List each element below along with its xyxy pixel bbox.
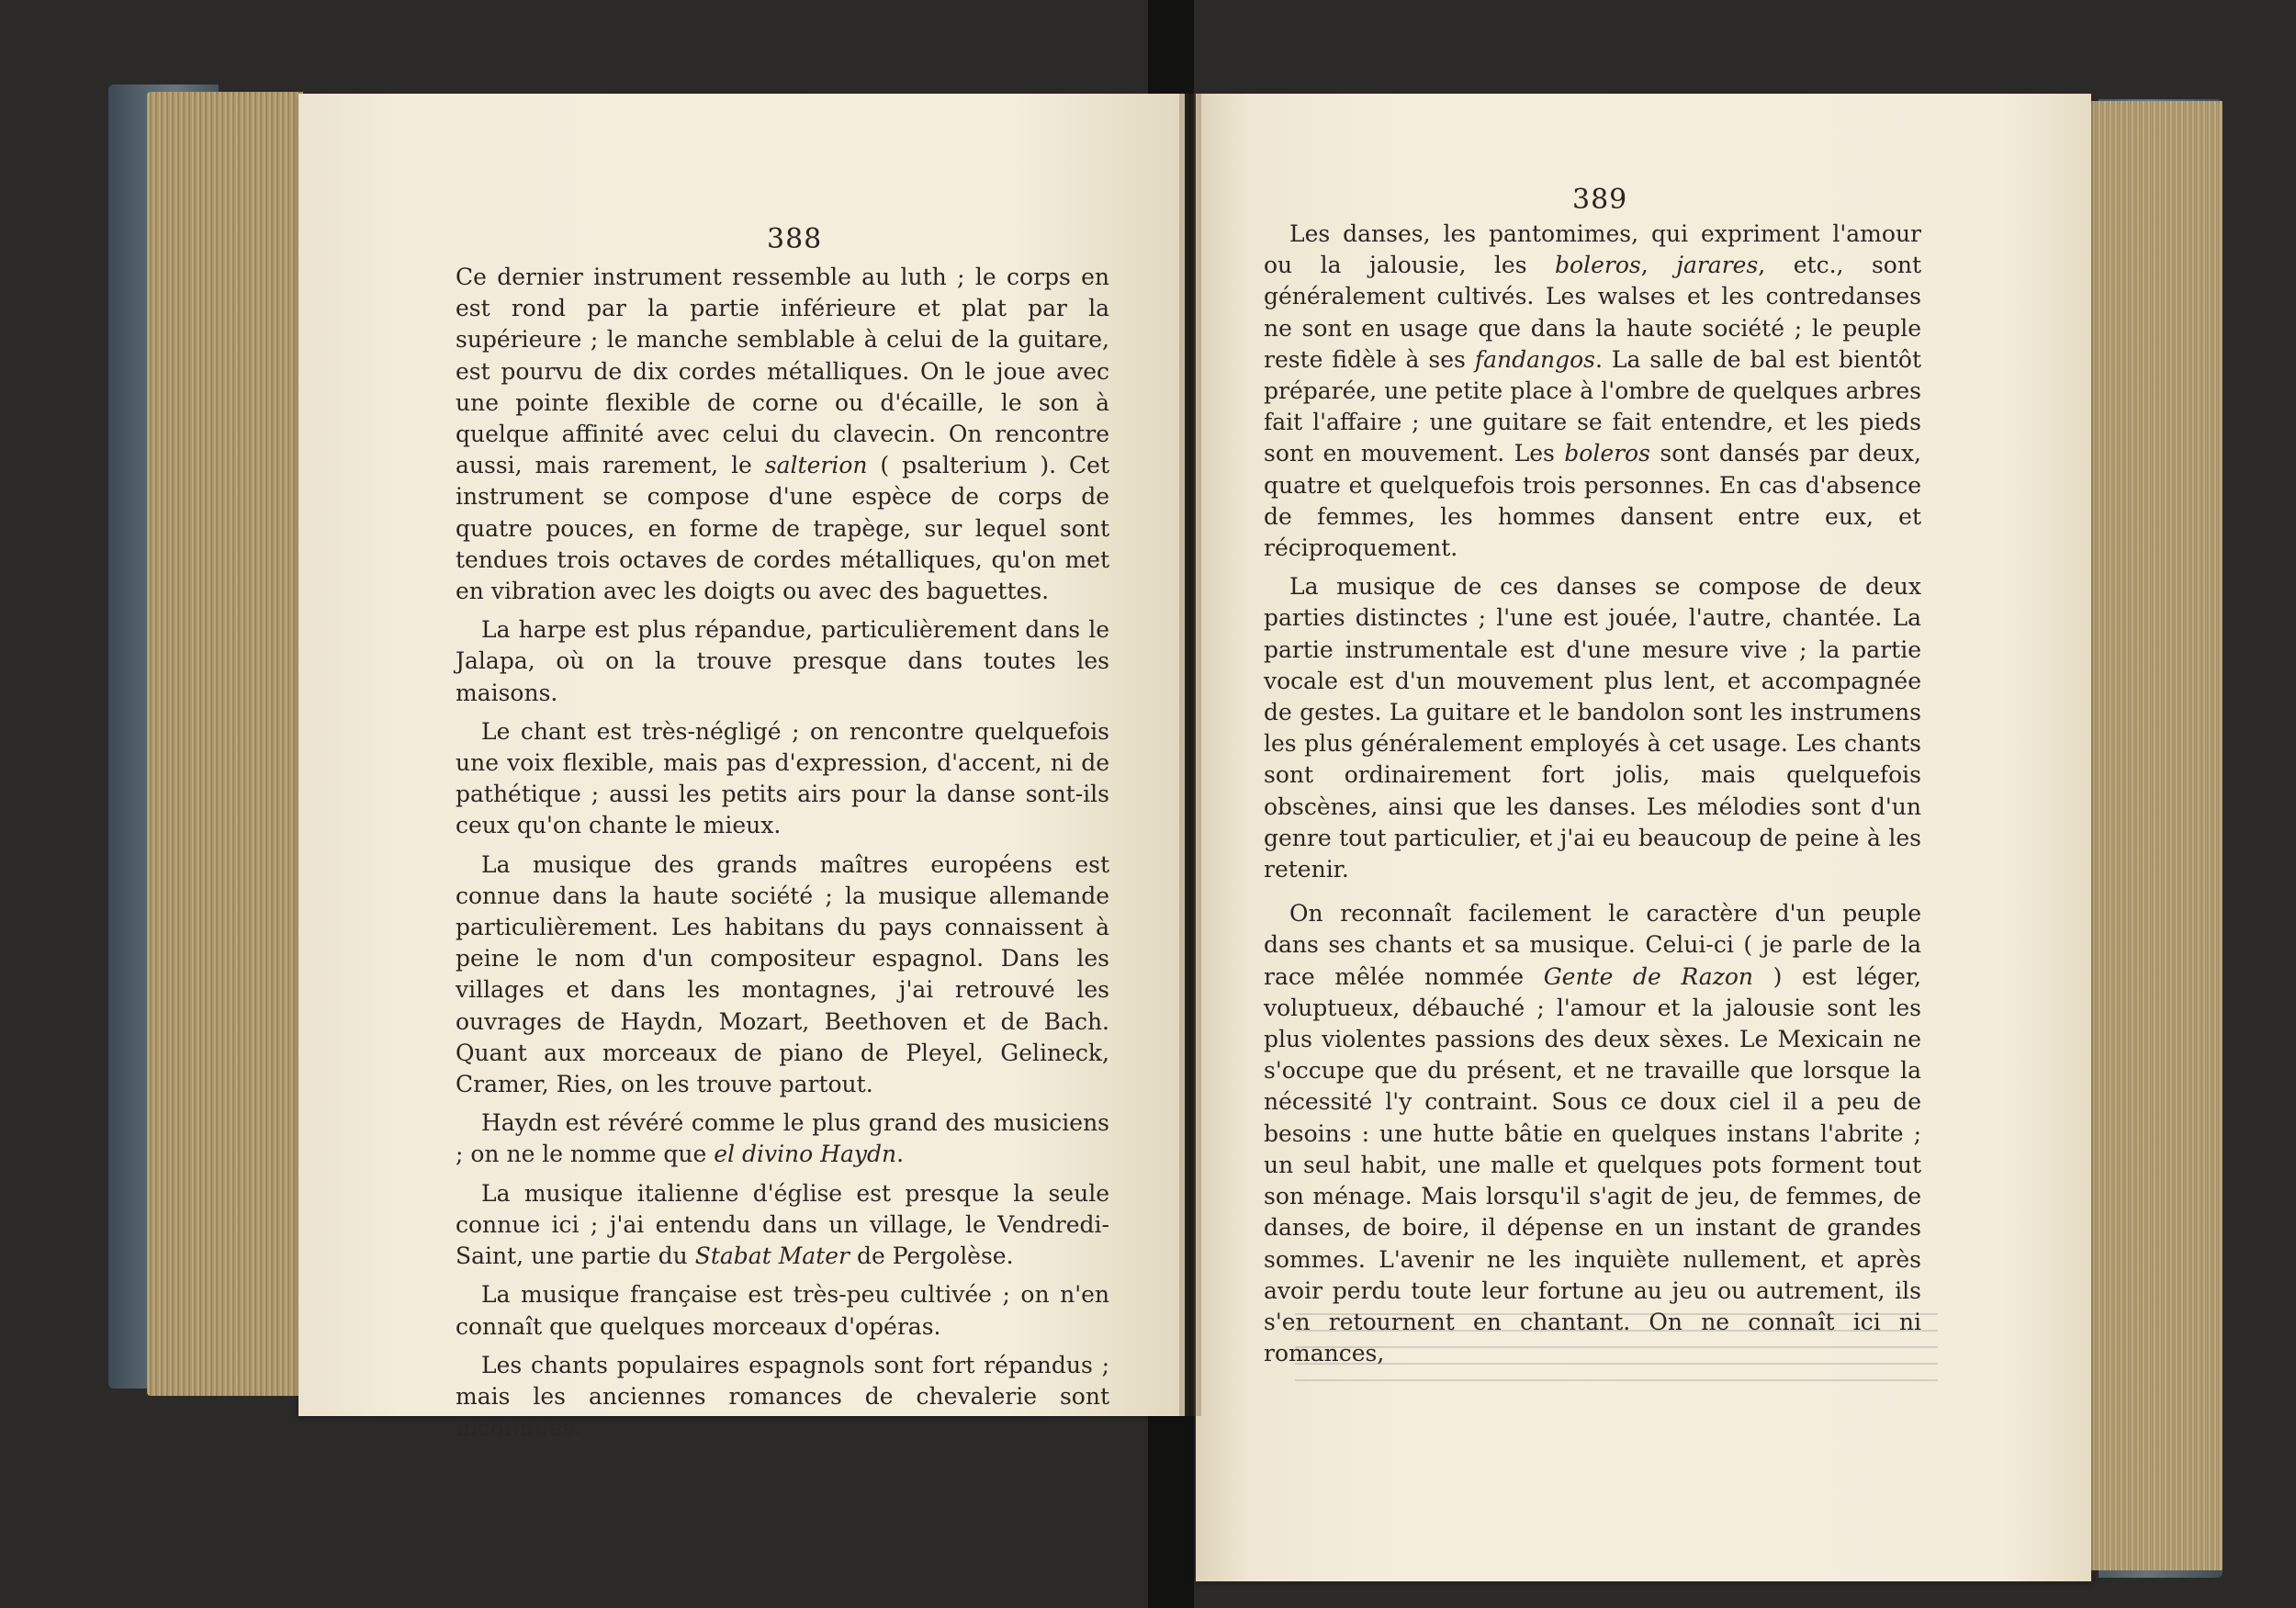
italic-text: fandangos — [1474, 345, 1595, 373]
text-run: . — [896, 1141, 905, 1168]
italic-text: boleros — [1555, 252, 1641, 279]
text-run: sont dansés par deux, quatre et quelquefois trois personnes. En cas d'absence de femmes, les hommes dansent entre eux, et réciproquement. — [1264, 440, 1921, 562]
text-run: La musique italienne d'église est presque la seule connue ici ; j'ai entendu dans un village, le Vendredi-Saint, une partie du — [456, 1179, 1109, 1270]
italic-text: Stabat Mater — [694, 1243, 850, 1270]
page-edges-right — [2085, 101, 2223, 1570]
page-number-left: 388 — [767, 223, 823, 255]
text-run: Haydn est révéré comme le plus grand des musiciens ; on ne le nomme que — [456, 1109, 1109, 1168]
italic-text: jarares — [1676, 252, 1759, 279]
paragraph — [456, 614, 1109, 709]
page-edges-left — [147, 92, 303, 1396]
text-run: On reconnaît facilement le caractère d'un peuple dans ses chants et sa musique. Celui-ci ( je parle de la race mêlée nommée — [1264, 900, 1921, 990]
italic-text: salterion — [764, 452, 868, 479]
paragraph — [456, 1279, 1109, 1342]
text-run: La musique française est très-peu cultivée ; on n'en connaît que quelques morceaux d'opéras. — [456, 1281, 1109, 1340]
text-run: Le chant est très-négligé ; on rencontre quelquefois une voix flexible, mais pas d'expression, d'accent, ni de pathétique ; aussi les petits airs pour la danse sont-ils ceux qu'on chante le mieux. — [456, 717, 1109, 839]
paragraph — [1264, 898, 1921, 1369]
text-run: ( psalterium ). Cet instrument se compose d'une espèce de corps de quatre pouces, en forme de trapège, sur lequel sont tendues trois octaves de cordes métalliques, qu'on met en vibration avec les doigts ou avec des baguettes. — [456, 452, 1109, 605]
right-page-text — [1264, 219, 1921, 1377]
text-run: de Pergolèse. — [850, 1243, 1014, 1270]
left-page-text — [456, 262, 1109, 1451]
text-run: Les danses, les pantomimes, qui expriment l'amour ou la jalousie, les — [1264, 220, 1921, 279]
text-run: La musique de ces danses se compose de deux parties distinctes ; l'une est jouée, l'autre, chantée. La partie instrumentale est d'une mesure vive ; la partie vocale est d'un mouvement plus lent, et accompagnée de gestes. La guitare et le bandolon sont les instrumens les plus généralement employés à cet usage. Les chants sont ordinairement fort jolis, mais quelquefois obscènes, ainsi que les danses. Les mélodies sont d'un genre tout particulier, et j'ai eu beaucoup de peine à les retenir. — [1264, 573, 1921, 883]
italic-text: Gente de Razon — [1543, 962, 1754, 990]
paragraph — [1264, 219, 1921, 564]
text-run: , — [1640, 252, 1677, 279]
paragraph — [456, 1178, 1109, 1273]
book-gutter — [1179, 94, 1201, 1416]
page-number-right: 389 — [1572, 184, 1628, 216]
paragraph — [456, 1108, 1109, 1170]
text-run: La harpe est plus répandue, particulièrement dans le Jalapa, où on la trouve presque dans toutes les maisons. — [456, 616, 1109, 706]
paragraph — [456, 716, 1109, 842]
text-run: . La salle de bal est bientôt préparée, une petite place à l'ombre de quelques arbres fait l'affaire ; une guitare se fait entendre, et les pieds sont en mouvement. Les — [1264, 345, 1921, 467]
paragraph — [456, 262, 1109, 607]
paragraph — [456, 1350, 1109, 1445]
text-run: Ce dernier instrument ressemble au luth ; le corps en est rond par la partie inférieure et plat par la supérieure ; le manche semblable à celui de la guitare, est pourvu de dix cordes métalliques. On le joue avec une pointe flexible de corne ou d'écaille, le son à quelque affinité avec celui du clavecin. On rencontre aussi, mais rarement, le — [456, 264, 1109, 479]
italic-text: boleros — [1564, 440, 1650, 467]
text-run: La musique des grands maîtres européens est connue dans la haute société ; la musique allemande particulièrement. Les habitans du pays connaissent à peine le nom d'un compositeur espagnol. Dans les villages et dans les montagnes, j'ai retrouvé les ouvrages de Haydn, Mozart, Beethoven et de Bach. Quant aux morceaux de piano de Pleyel, Gelineck, Cramer, Ries, on les trouve partout. — [456, 850, 1109, 1098]
text-run: , etc., sont généralement cultivés. Les walses et les contredanses ne sont en usage que dans la haute société ; le peuple reste fidèle à ses — [1264, 252, 1921, 373]
text-run: Les chants populaires espagnols sont fort répandus ; mais les anciennes romances de chevalerie sont inconnues. — [456, 1351, 1109, 1442]
paragraph — [456, 849, 1109, 1101]
paragraph — [1264, 571, 1921, 885]
italic-text: el divino Haydn — [714, 1141, 897, 1168]
text-run: ) est léger, voluptueux, débauché ; l'amour et la jalousie sont les plus violentes passions des deux sèxes. Le Mexicain ne s'occupe que du présent, et ne travaille que lorsque la nécessité l'y contraint. Sous ce doux ciel il a peu de besoins : une hutte bâtie en quelques instans l'abrite ; un seul habit, une malle et quelques pots forment tout son ménage. Mais lorsqu'il s'agit de jeu, de femmes, de danses, de boire, il dépense en un instant de grandes sommes. L'avenir ne les inquiète nullement, et après avoir perdu toute leur fortune au jeu ou autrement, ils s'en retournent en chantant. On ne connaît ici ni romances, — [1264, 962, 1922, 1367]
